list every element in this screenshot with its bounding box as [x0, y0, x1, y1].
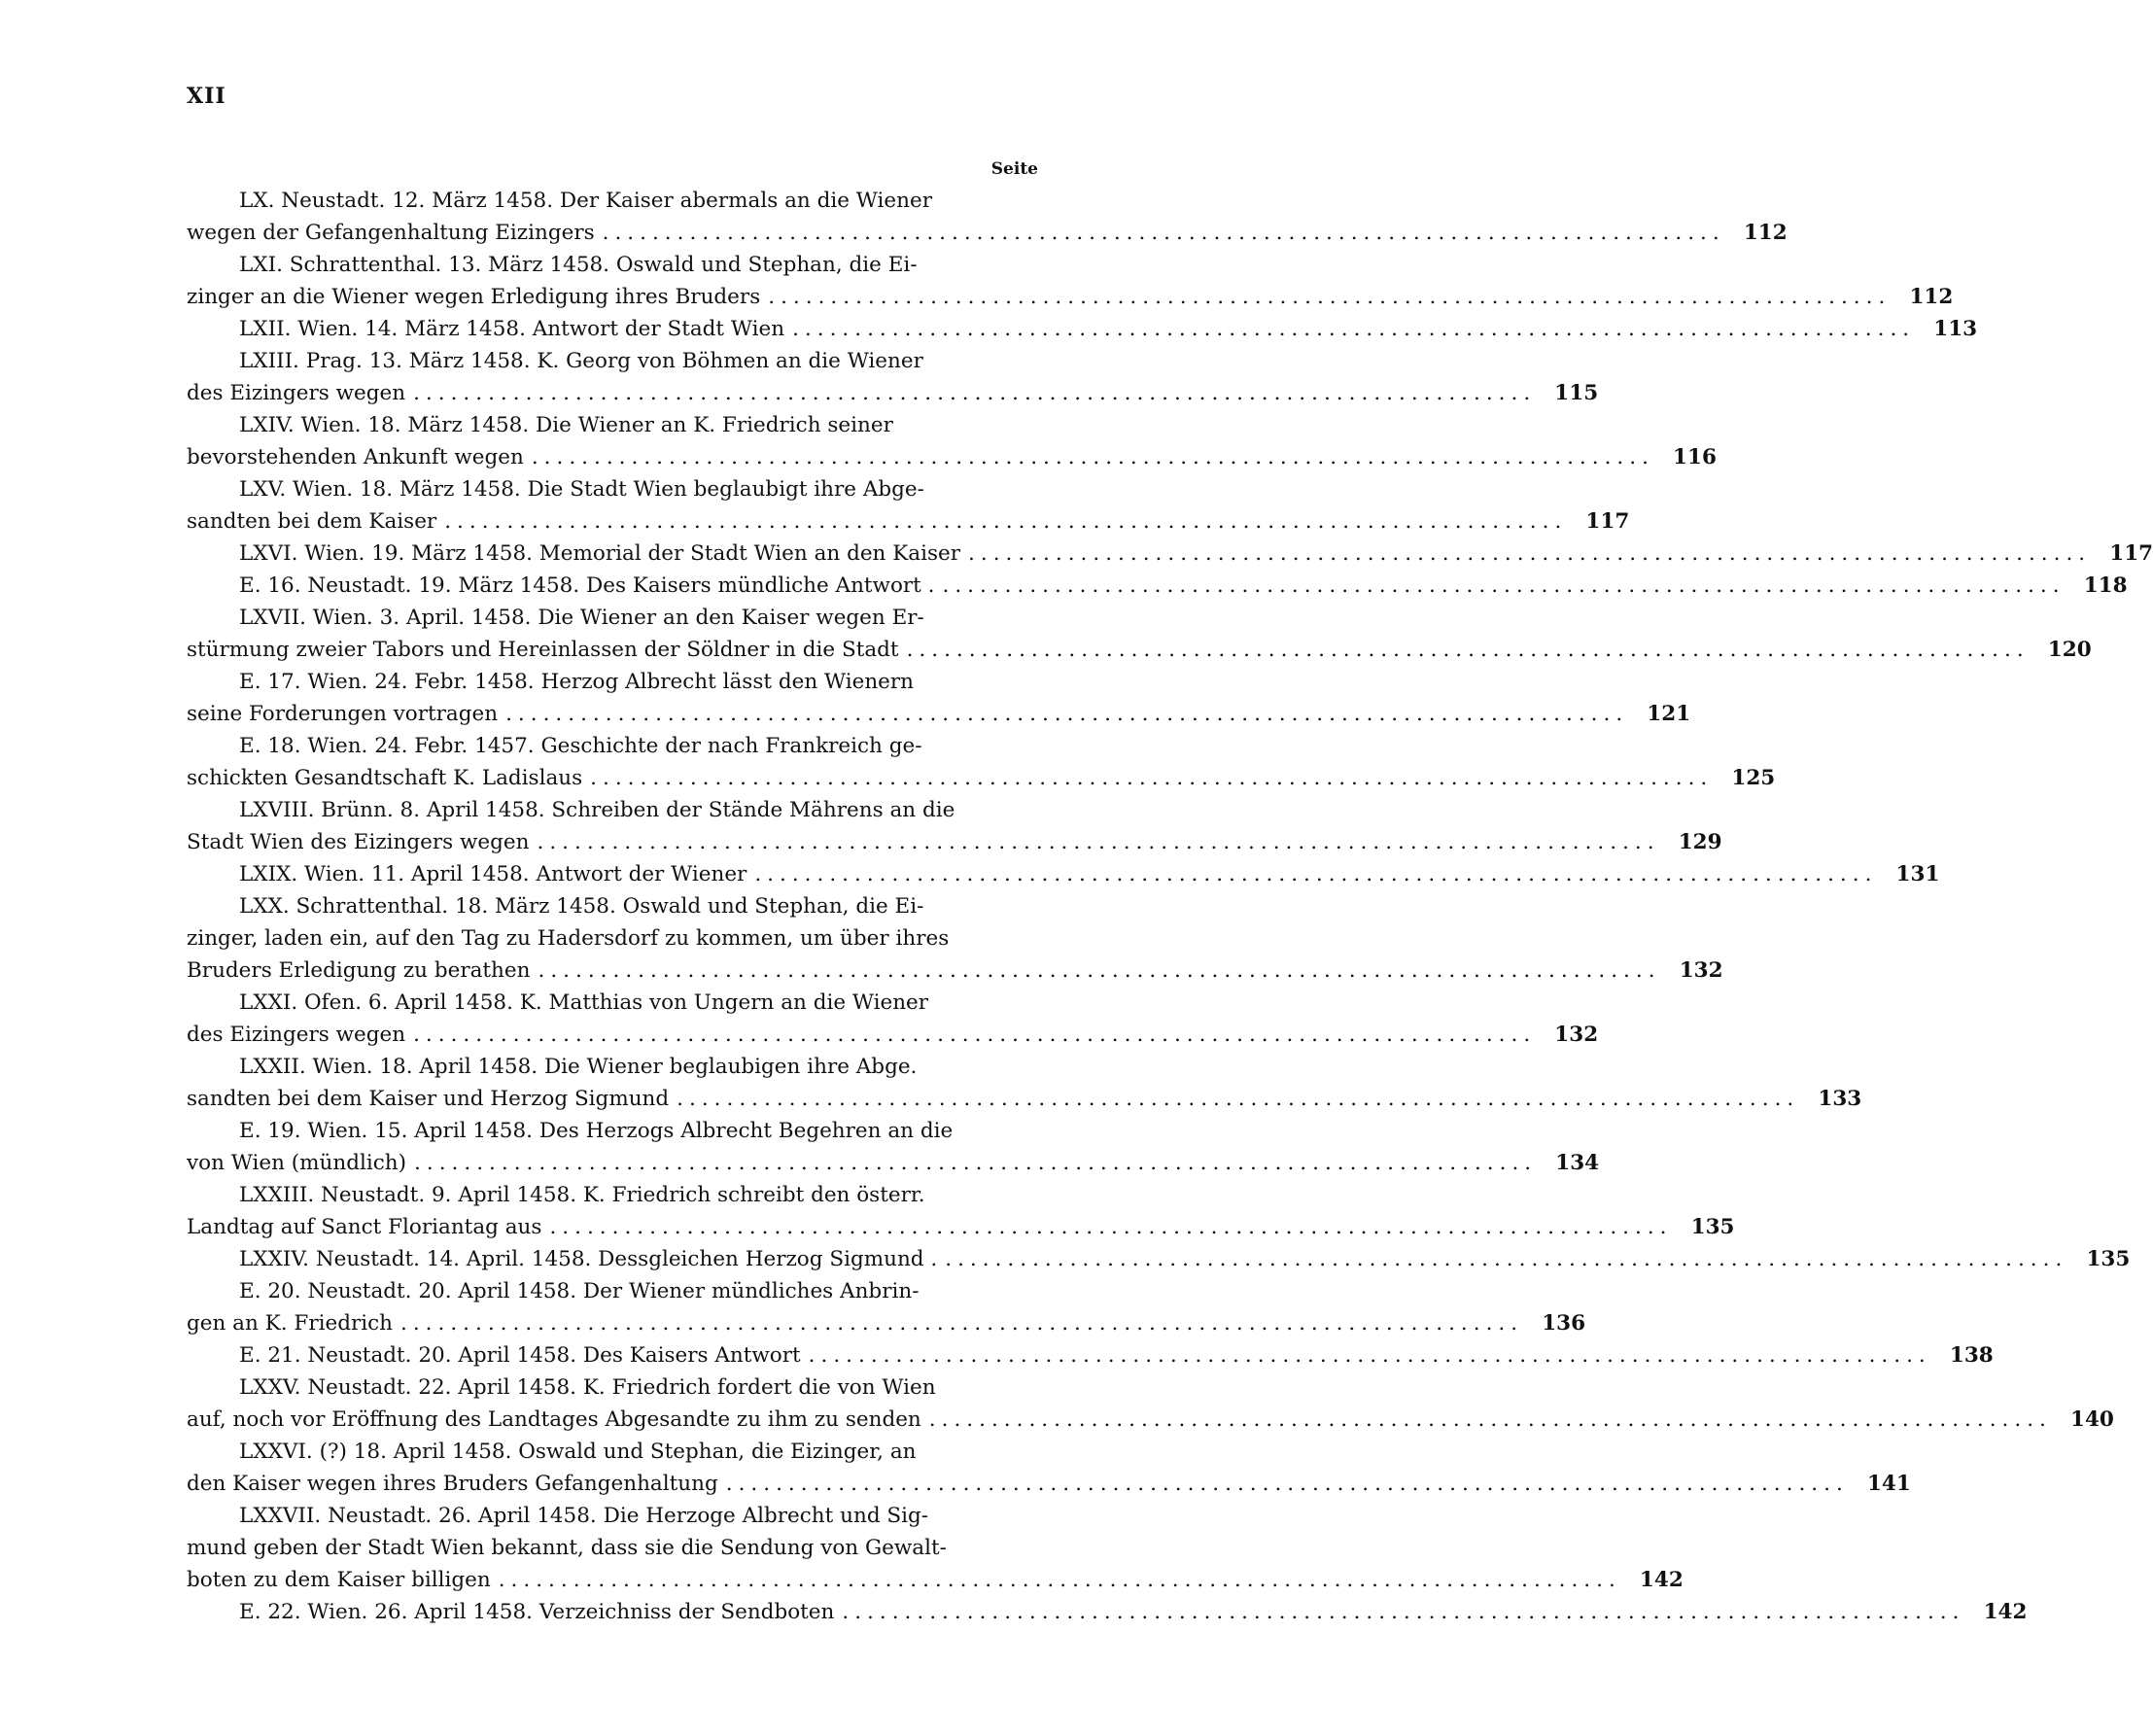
toc-entry-line: [187, 1371, 1038, 1404]
toc-entry-line: [187, 1115, 1038, 1147]
toc-entry-line: [187, 730, 1038, 762]
toc-entry-line: [187, 1019, 1599, 1051]
toc-entry: [187, 1275, 1586, 1339]
toc-entry-line: [187, 313, 1978, 345]
toc-entry-line: [187, 538, 2153, 570]
toc-entry: [187, 473, 1630, 538]
toc-page-number: 129: [1678, 830, 1722, 854]
toc-entry-line: [187, 762, 1776, 794]
toc-entry: [187, 1500, 1684, 1596]
toc-entry-line: [187, 217, 1788, 249]
toc-entry-line: [187, 1275, 1038, 1307]
toc-entry: [187, 185, 1788, 249]
dot-leader: ..........................................................................................: [549, 1215, 1673, 1239]
toc-page-number: 135: [1690, 1215, 1735, 1239]
toc-entry: [187, 890, 1723, 987]
toc-entry-line: [187, 666, 1038, 698]
toc-page-number: 138: [1949, 1343, 1994, 1368]
toc-entry-line: [187, 409, 1038, 441]
toc-entry-line: [187, 602, 1038, 634]
toc-entry-text: zinger an die Wiener wegen Erledigung ihres Bruders: [187, 285, 761, 309]
toc-entry-line: [187, 1404, 2114, 1436]
toc-entry-line: [187, 1339, 1994, 1371]
toc-entry-line: [187, 281, 1954, 313]
toc-entry-text: boten zu dem Kaiser billigen: [187, 1568, 491, 1592]
toc-page-number: 121: [1647, 702, 1691, 726]
toc-entry-text: LXXVII. Neustadt. 26. April 1458. Die Herzoge Albrecht und Sig-: [239, 1504, 929, 1528]
toc-entry-text: E. 21. Neustadt. 20. April 1458. Des Kaisers Antwort: [239, 1343, 801, 1368]
toc-entry: [187, 1115, 1600, 1179]
toc-entry-line: [187, 377, 1599, 409]
dot-leader: ..........................................................................................: [400, 1311, 1524, 1336]
toc-page-number: 112: [1909, 285, 1954, 309]
dot-leader: ..........................................................................................: [414, 1151, 1538, 1175]
toc-entry-text: Stadt Wien des Eizingers wegen: [187, 830, 530, 854]
toc-page-number: 131: [1895, 862, 1940, 886]
toc-entry: [187, 666, 1691, 730]
toc-entry: [187, 1339, 1994, 1371]
toc-entry-text: E. 20. Neustadt. 20. April 1458. Der Wiener mündliches Anbrin-: [239, 1279, 920, 1303]
toc-entry-text: Landtag auf Sanct Floriantag aus: [187, 1215, 542, 1239]
toc-page-number: 120: [2047, 638, 2092, 662]
toc-page-number: 133: [1818, 1087, 1862, 1111]
toc-entry-line: [187, 505, 1630, 538]
dot-leader: ..........................................................................................: [538, 958, 1661, 983]
toc-entry-line: [187, 1211, 1735, 1243]
toc-entry-line: [187, 185, 1038, 217]
toc-entry-line: [187, 1307, 1586, 1339]
toc-entry: [187, 538, 2153, 570]
toc-entry-line: [187, 345, 1038, 377]
toc-entry-line: [187, 1243, 2131, 1275]
dot-leader: ..........................................................................................: [505, 702, 1629, 726]
toc-entry-line: [187, 1564, 1684, 1596]
toc-entry-text: LXXIII. Neustadt. 9. April 1458. K. Friedrich schreibt den österr.: [239, 1183, 925, 1207]
toc-entry-text: mund geben der Stadt Wien bekannt, dass sie die Sendung von Gewalt-: [187, 1536, 947, 1560]
toc-entry-text: wegen der Gefangenhaltung Eizingers: [187, 221, 595, 245]
toc-entry-text: LXXIV. Neustadt. 14. April. 1458. Dessgleichen Herzog Sigmund .: [239, 1247, 938, 1271]
toc-page-number: 115: [1554, 381, 1599, 405]
seite-column-label: Seite: [990, 159, 1038, 179]
toc-entry-text: LXXII. Wien. 18. April 1458. Die Wiener beglaubigen ihre Abge.: [239, 1055, 918, 1079]
toc-page-number: 136: [1542, 1311, 1586, 1336]
dot-leader: ..........................................................................................: [942, 573, 2066, 598]
toc-page-number: 142: [1639, 1568, 1684, 1592]
toc-entry-line: [187, 826, 1722, 858]
toc-entry: [187, 1371, 2114, 1436]
toc-entry-line: [187, 441, 1717, 473]
toc-page-number: 125: [1731, 766, 1776, 790]
toc-entry-text: LXX. Schrattenthal. 18. März 1458. Oswald und Stephan, die Ei-: [239, 894, 924, 919]
toc-entry-text: LXIII. Prag. 13. März 1458. K. Georg von Böhmen an die Wiener: [239, 349, 923, 373]
dot-leader: ..........................................................................................: [792, 317, 1916, 341]
table-of-contents: [187, 185, 2153, 1628]
toc-entry: [187, 313, 1978, 345]
toc-entry-line: [187, 794, 1038, 826]
toc-entry-text: den Kaiser wegen ihres Bruders Gefangenhaltung: [187, 1472, 718, 1496]
toc-entry-line: [187, 858, 1940, 890]
toc-entry-line: [187, 1436, 1038, 1468]
toc-entry-text: bevorstehenden Ankunft wegen: [187, 445, 524, 469]
toc-entry-line: [187, 1179, 1038, 1211]
toc-entry-text: LXVI. Wien. 19. März 1458. Memorial der Stadt Wien an den Kaiser: [239, 541, 961, 566]
dot-leader: ..........................................................................................: [754, 862, 1878, 886]
toc-entry-line: [187, 955, 1723, 987]
toc-entry-line: [187, 987, 1038, 1019]
toc-entry-text: Bruders Erledigung zu berathen: [187, 958, 531, 983]
dot-leader: ..........................................................................................: [968, 541, 2092, 566]
toc-entry-text: LXXI. Ofen. 6. April 1458. K. Matthias von Ungern an die Wiener: [239, 990, 929, 1015]
toc-entry: [187, 345, 1599, 409]
dot-leader: ..........................................................................................: [602, 221, 1725, 245]
toc-entry-text: LXIV. Wien. 18. März 1458. Die Wiener an K. Friedrich seiner: [239, 413, 893, 437]
toc-entry-text: LX. Neustadt. 12. März 1458. Der Kaiser abermals an die Wiener: [239, 189, 932, 213]
toc-page-number: 117: [2109, 541, 2153, 566]
toc-entry: [187, 1436, 1911, 1500]
dot-leader: ..........................................................................................: [945, 1247, 2068, 1271]
toc-page-number: 142: [1983, 1600, 2028, 1624]
toc-entry: [187, 1179, 1735, 1243]
toc-entry-line: [187, 1083, 1862, 1115]
toc-page-number: 116: [1673, 445, 1717, 469]
toc-page-number: 140: [2069, 1407, 2114, 1432]
toc-entry: [187, 602, 2092, 666]
toc-entry-line: [187, 249, 1038, 281]
toc-entry-text: des Eizingers wegen: [187, 381, 406, 405]
toc-entry-text: sandten bei dem Kaiser: [187, 509, 437, 534]
toc-entry-text: sandten bei dem Kaiser und Herzog Sigmund: [187, 1087, 670, 1111]
toc-entry-line: [187, 890, 1038, 922]
toc-entry-text: gen an K. Friedrich: [187, 1311, 393, 1336]
toc-entry-text: LXXVI. (?) 18. April 1458. Oswald und Stephan, die Eizinger, an: [239, 1440, 917, 1464]
dot-leader: ..........................................................................................: [725, 1472, 1849, 1496]
toc-entry: [187, 1596, 2028, 1628]
toc-entry-text: stürmung zweier Tabors und Hereinlassen der Söldner in die Stadt: [187, 638, 899, 662]
toc-entry: [187, 570, 2128, 602]
toc-entry-line: [187, 473, 1038, 505]
toc-entry-text: auf, noch vor Eröffnung des Landtages Abgesandte zu ihm zu senden: [187, 1407, 921, 1432]
toc-entry: [187, 794, 1722, 858]
toc-entry: [187, 249, 1954, 313]
toc-entry-text: LXV. Wien. 18. März 1458. Die Stadt Wien beglaubigt ihre Abge-: [239, 477, 924, 502]
toc-entry-line: [187, 1500, 1038, 1532]
toc-page-number: 141: [1866, 1472, 1911, 1496]
dot-leader: ..........................................................................................: [808, 1343, 1931, 1368]
toc-entry-text: LXXV. Neustadt. 22. April 1458. K. Friedrich fordert die von Wien: [239, 1375, 936, 1400]
toc-entry: [187, 1051, 1862, 1115]
toc-entry-text: schickten Gesandtschaft K. Ladislaus: [187, 766, 583, 790]
toc-entry-line: [187, 570, 2128, 602]
toc-page-number: 118: [2083, 573, 2128, 598]
toc-entry: [187, 730, 1776, 794]
toc-entry-line: [187, 1468, 1911, 1500]
toc-entry-text: LXII. Wien. 14. März 1458. Antwort der Stadt Wien: [239, 317, 785, 341]
dot-leader: ..........................................................................................: [444, 509, 1568, 534]
toc-entry-line: [187, 698, 1691, 730]
toc-page-number: 135: [2086, 1247, 2131, 1271]
toc-entry: [187, 1243, 2131, 1275]
toc-entry-line: [187, 1532, 1038, 1564]
dot-leader: ..........................................................................................: [413, 381, 1537, 405]
toc-entry-text: LXI. Schrattenthal. 13. März 1458. Oswald und Stephan, die Ei-: [239, 253, 918, 277]
toc-entry-text: E. 22. Wien. 26. April 1458. Verzeichniss der Sendboten: [239, 1600, 835, 1624]
toc-entry: [187, 409, 1717, 473]
toc-entry-text: von Wien (mündlich): [187, 1151, 407, 1175]
dot-leader: ..........................................................................................: [413, 1023, 1537, 1047]
toc-entry-text: LXIX. Wien. 11. April 1458. Antwort der Wiener: [239, 862, 747, 886]
page-number: XII: [187, 84, 226, 109]
dot-leader: ..........................................................................................: [928, 1407, 2052, 1432]
toc-entry-line: [187, 1596, 2028, 1628]
toc-entry-text: des Eizingers wegen: [187, 1023, 406, 1047]
toc-page-number: 132: [1679, 958, 1723, 983]
toc-entry-text: seine Forderungen vortragen: [187, 702, 499, 726]
dot-leader: ..........................................................................................: [498, 1568, 1621, 1592]
toc-entry: [187, 858, 1940, 890]
dot-leader: ..........................................................................................: [537, 830, 1660, 854]
toc-page-number: 117: [1585, 509, 1630, 534]
toc-entry-line: [187, 922, 1038, 955]
toc-entry-text: LXVII. Wien. 3. April. 1458. Die Wiener an den Kaiser wegen Er-: [239, 606, 924, 630]
dot-leader: ..........................................................................................: [531, 445, 1654, 469]
dot-leader: ..........................................................................................: [906, 638, 2030, 662]
toc-entry-text: zinger, laden ein, auf den Tag zu Hadersdorf zu kommen, um über ihres: [187, 926, 950, 951]
toc-entry-text: E. 17. Wien. 24. Febr. 1458. Herzog Albrecht lässt den Wienern: [239, 670, 915, 694]
toc-entry-line: [187, 1051, 1038, 1083]
toc-entry: [187, 987, 1599, 1051]
dot-leader: ..........................................................................................: [842, 1600, 1965, 1624]
toc-page-number: 112: [1743, 221, 1788, 245]
dot-leader: ..........................................................................................: [768, 285, 1892, 309]
toc-entry-line: [187, 634, 2092, 666]
toc-entry-text: LXVIII. Brünn. 8. April 1458. Schreiben der Stände Mährens an die: [239, 798, 955, 822]
toc-entry-text: E. 18. Wien. 24. Febr. 1457. Geschichte der nach Frankreich ge-: [239, 734, 922, 758]
toc-entry-text: E. 16. Neustadt. 19. März 1458. Des Kaisers mündliche Antwort .: [239, 573, 935, 598]
dot-leader: ..........................................................................................: [677, 1087, 1800, 1111]
dot-leader: ..........................................................................................: [590, 766, 1714, 790]
toc-page-number: 113: [1933, 317, 1978, 341]
toc-page-number: 132: [1554, 1023, 1599, 1047]
toc-entry-line: [187, 1147, 1600, 1179]
toc-entry-text: E. 19. Wien. 15. April 1458. Des Herzogs Albrecht Begehren an die: [239, 1119, 954, 1143]
toc-page-number: 134: [1555, 1151, 1600, 1175]
